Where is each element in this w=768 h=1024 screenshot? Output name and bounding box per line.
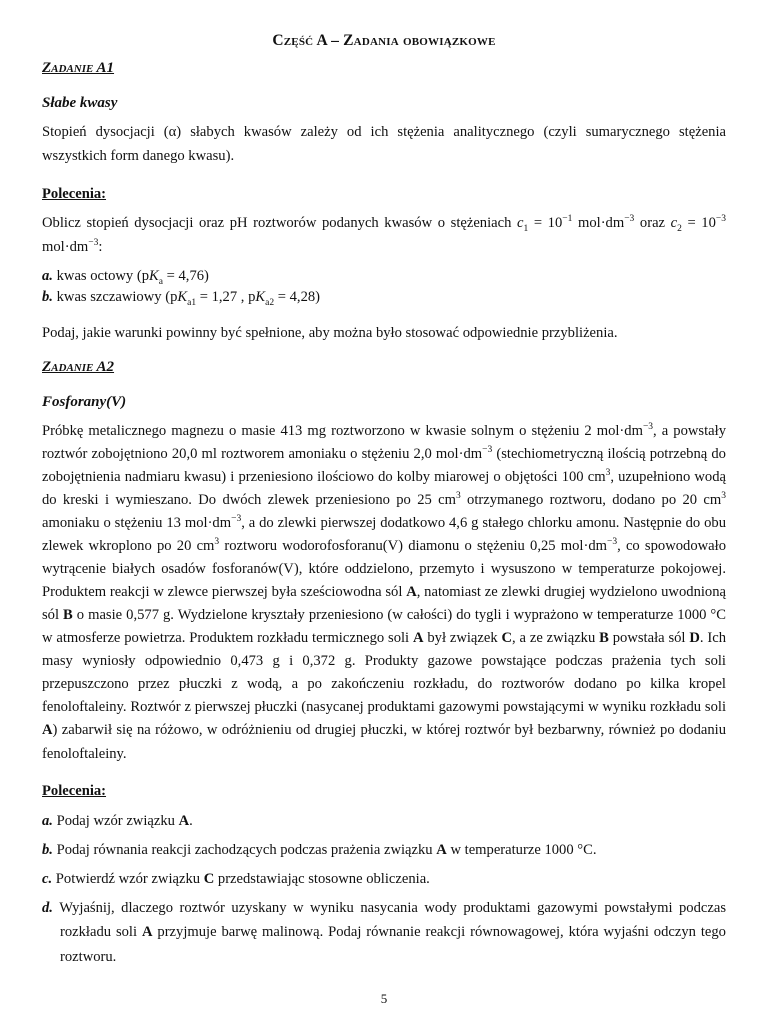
list-item: a. Podaj wzór związku A. [42, 813, 193, 830]
task-a1-title: Słabe kwasy [42, 95, 118, 112]
list-item: a. kwas octowy $(pK_a = 4,76)$ [42, 267, 209, 287]
task-a2-title: Fosforany(V) [42, 393, 127, 410]
task-a1-conditions: Podaj, jakie warunki powinny być spełnione, aby można było stosować odpowiednie przybliżenia. [42, 324, 618, 341]
page-number: 5 [380, 991, 388, 1006]
list-item: b. Podaj równania reakcji zachodzących podczas prażenia związku A w temperaturze 1000 °C. [42, 842, 597, 858]
task-a1-label: Zadanie A1 [42, 60, 115, 77]
task-a2-polecenia-heading: Polecenia: [42, 782, 107, 799]
task-a2-description: Próbkę metalicznego magnezu o masie 413 mg roztworzono w kwasie solnym o stężeniu 2 $mol\cdot dm^{-3}$, a powstały roztwór zobojętniono 20,0 ml roztworem amoniaku o stężeniu 2,0 $mol\cdot dm^{-3}$ (stechiometryczną ilością potrzebną do zobojętnienia nadmiaru kwasu) i przeniesiono ilościowo do kolby miarowej o objętości 100 $cm^3$, uzupełniono wodą do kreski i wymieszano. Do dwóch zlewek przeniesiono po 25 $cm^3$ otrzymanego roztworu, dodano po 20 $cm^3$ amoniaku o stężeniu 13 $mol\cdot dm^{-3}$, a do zlewki pierwszej dodatkowo 4,6 g stałego chlorku amonu. Następnie do obu zlewek wkroplono po 20 $cm^3$ roztworu wodorofosforanu(V) diamonu o stężeniu 0,25 $mol\cdot dm^{-3}$, co spowodowało wytrącenie białych osadów fosforanów(V), które oddzielono, przemyto i wysuszono w temperaturze pokojowej. Produktem reakcji w zlewce pierwszej była sześciowodna sól A, natomiast ze zlewki drugiej wydzielono uwodnioną sól B o masie 0,577 g. Wydzielone kryształy przeniesiono (w całości) do tygli i wyprażono w temperaturze 1000 °C w atmosferze powietrza. Produktem rozkładu termicznego soli A był związek C, a ze związku B powstała sól D. Ich masy wyniosły odpowiednio 0,473 g i 0,372 g. Produkty gazowe powstające podczas prażenia tych soli przepuszczono przez płuczki z wodą, a po zakończeniu rozkładu, do roztworów dodano po kilka kropel fenoloftaleiny. Roztwór z pierwszej płuczki (nasycanej produktami gazowymi powstającymi w wyniku rozkładu soli A) zabarwił się na różowo, w odróżnieniu od drugiej płuczki, w której roztwór był bezbarwny, również po dodaniu fenoloftaleiny. [42, 422, 727, 762]
page-title: Część A – Zadania obowiązkowe [272, 32, 496, 49]
task-a2-label: Zadanie A2 [42, 358, 115, 375]
document-page [42, 28, 726, 970]
list-item: c. Potwierdź wzór związku C przedstawiając stosowne obliczenia. [42, 870, 430, 887]
list-item: d. Wyjaśnij, dlaczego roztwór uzyskany w wyniku nasycania wody produktami gazowymi powstałymi podczas rozkładu soli A przyjmuje barwę malinową. Podaj równanie reakcji równowagowej, która wyjaśni odczyn tego roztworu. [42, 899, 726, 966]
task-a1-intro: Stopień dysocjacji (α) słabych kwasów zależy od ich stężenia analitycznego (czyli sumarycznego stężenia wszystkich form danego kwasu). [42, 124, 726, 165]
list-item: b. kwas szczawiowy ($pK_{a1} = 1,27$ , $pK_{a2} = 4,28$) [42, 288, 321, 308]
task-a1-polecenia-heading: Polecenia: [42, 185, 107, 202]
task-a1-acid-list [42, 266, 726, 308]
task-a1-instruction: Oblicz stopień dysocjacji oraz pH roztworów podanych kwasów o stężeniach $c_1 = 10^{-1}$ $mol\cdot dm^{-3}$ oraz $c_2 = 10^{-3}$ $mol\cdot dm^{-3}$: [42, 214, 726, 255]
